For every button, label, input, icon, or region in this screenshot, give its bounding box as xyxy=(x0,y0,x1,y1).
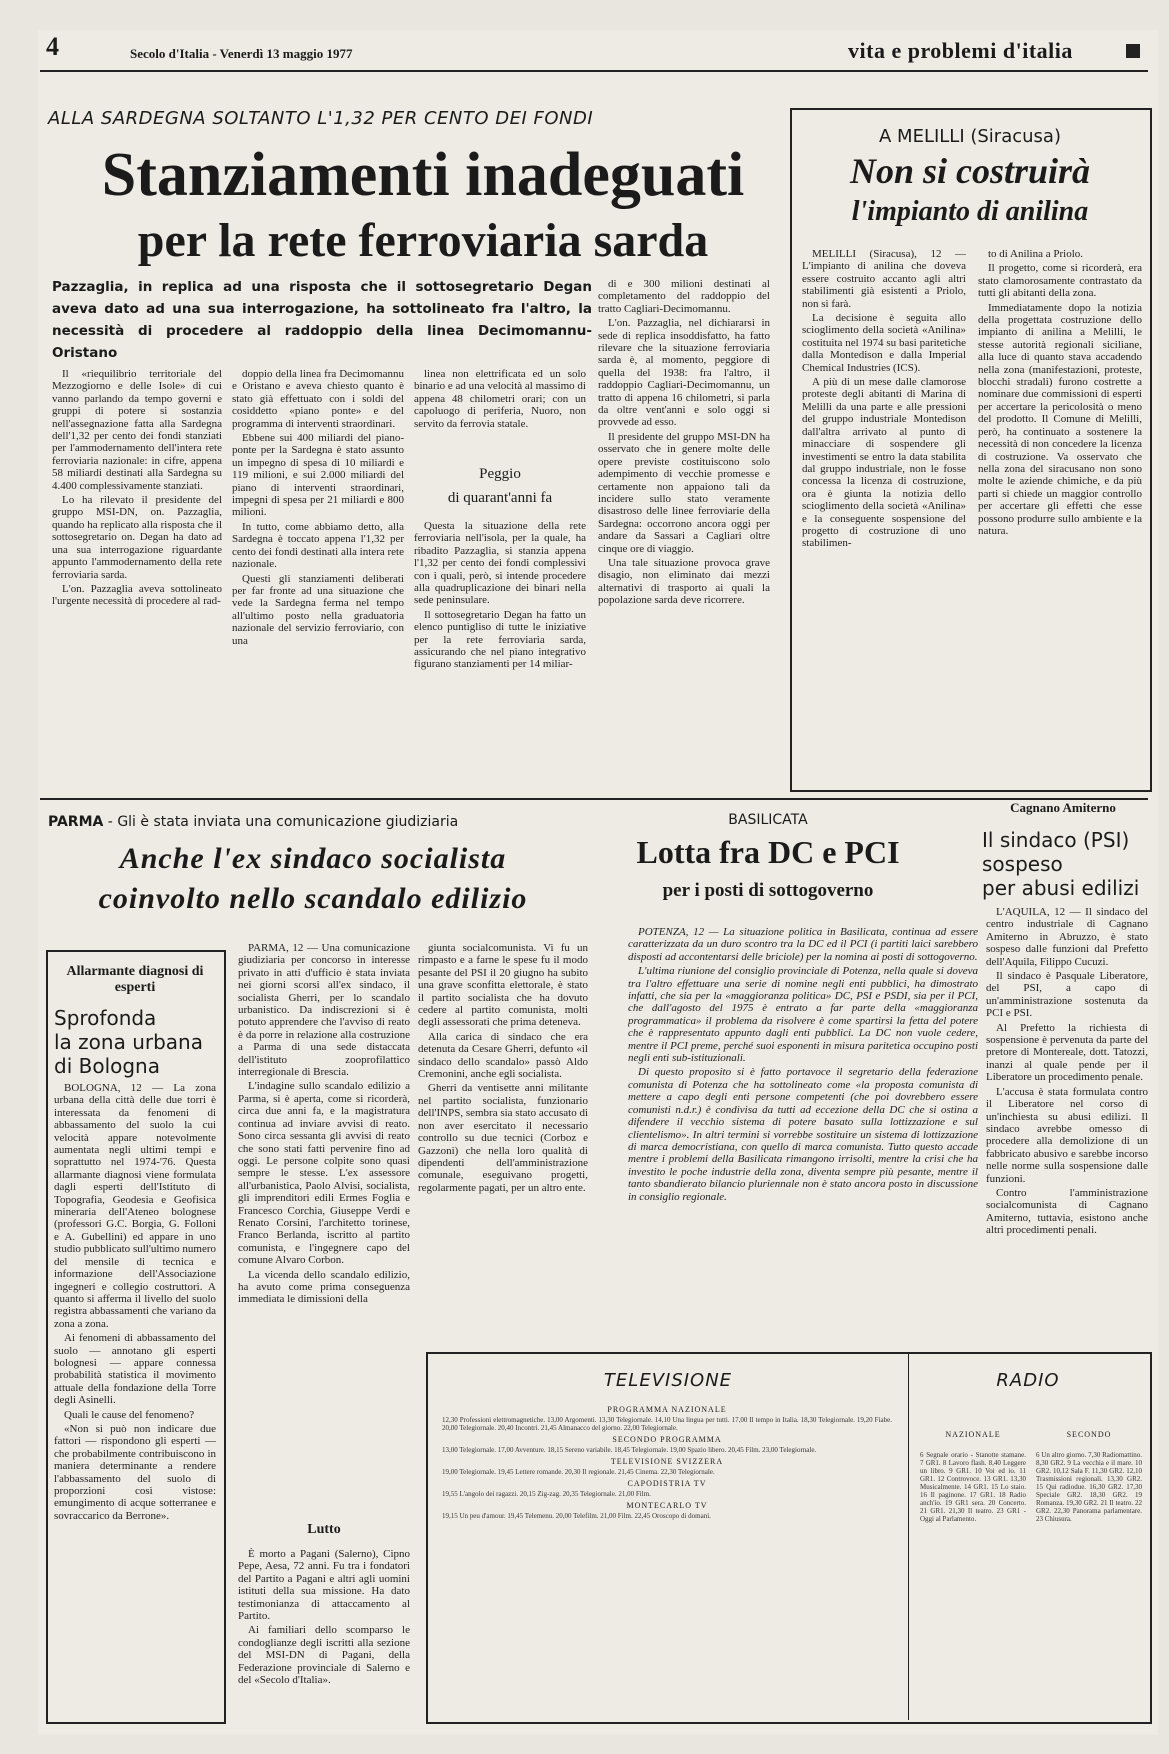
paragraph: L'AQUILA, 12 — Il sindaco del centro industriale di Cagnano Amiterno in Abruzzo, è stato sospeso dalle funzioni dal Prefetto dell'Aquila, Filippo Cucuzi. xyxy=(986,906,1148,968)
tv-schedule: 13,00 Telegiornale. 17,00 Avventure. 18,15 Sereno variabile. 18,45 Telegiornale. 19,00 Spazio libero. 20,45 Film. 23,00 Telegiornale. xyxy=(442,1446,817,1454)
main-deck: Pazzaglia, in replica ad una risposta che il sottosegretario Degan aveva dato ad una sua interrogazione, ha sottolineato fra l'altro, la necessità di procedere al raddoppio della linea Decimomannu-Oristano xyxy=(52,279,592,361)
paragraph: Gherri da ventisette anni militante nel partito socialista, funzionario dell'INPS, sembra sia stato accusato di non aver esercitato il necessario controllo su due tecnici (Corboz e Gazzoni) che nella loro qualità di dipendenti dell'amministrazione comunale, eseguivano progetti, regolarmente pagati, per un altro ente. xyxy=(418,1082,588,1194)
bologna-headline-2: la zona urbana xyxy=(54,1030,203,1054)
tv-channel-heading: CAPODISTRIA TV xyxy=(627,1479,707,1488)
main-subhead-2: di quarant'anni fa xyxy=(447,490,553,506)
radio-column xyxy=(920,1430,1026,1712)
paragraph: linea non elettrificata ed un solo binario e ad una velocità al massimo di appena 48 chilometri orari; con un capoluogo di periferia, Nuoro, non servito da ferrovia statale. xyxy=(414,368,586,430)
paragraph: Questa la situazione della rete ferroviaria nell'isola, per la quale, ha ribadito Pazzaglia, si stanzia appena l'1,32 per cento dei fondi complessivi con i quali, però, si intende procedere alla quadruplicazione dei binari nella sede peninsulare. xyxy=(414,520,586,607)
cagnano-body xyxy=(986,906,1148,1336)
paragraph: Questi gli stanziamenti deliberati per far fronte ad una situazione che vede la Sardegna ferma nel tempo all'ultimo posto nella graduatoria nazionale del servizio ferroviario, con una xyxy=(232,572,404,647)
paragraph: «Non si può non indicare due fattori — rispondono gli esperti — che probabilmente contribuiscono in maniera determinante a rendere l'abbassamento del suolo di proporzioni così vistose: emungimento di acque sotterranee e sovraccarico da Berrone». xyxy=(54,1422,216,1522)
radio-schedule: 6 Un altro giorno. 7,30 Radiomattino. 8,30 GR2. 9 La vecchia e il mare. 10 GR2. 10,12 Sala F. 11,30 GR2. 12,10 Trasmissioni regionali. 13,30 GR2. 15 Qui radiodue. 16,30 GR2. 17,30 Speciale GR2. 18,30 GR2. 19 Romanza. 19,30 GR2. 21 Il teatro. 22 GR2. 22,30 Panorama parlamentare. 23 Chiusura. xyxy=(1036,1451,1142,1523)
paragraph: Di questo proposito si è fatto portavoce il segretario della federazione comunista di Potenza che ha sottolineato come «la proposta comunista di mettere a capo degli enti persone competenti (che poi dovrebbero essere comunisti n.d.r.) è condivisa da tutti ad eccezione della DC che si ostina a difendere il vecchio sistema di potere basato sulla lottizzazione e sul clientelismo». In altri termini si vorrebbe sostituire un sistema di lottizzazione di marca democristiana, con quello di marca comunista. Tutto questo accade mentre i problemi della Basilicata rimangono irrisolti, mentre la crisi che ha investito le poche industrie della zona, diventa sempre più pesante, mentre il tanto sbandierato bilancio pluriennale non è stato ancora posto in discussione in consiglio regionale. xyxy=(628,1066,978,1203)
main-column-4 xyxy=(598,278,770,778)
bologna-kicker: Allarmante diagnosi di esperti xyxy=(66,964,204,995)
main-headline-1: Stanziamenti inadeguati xyxy=(101,141,745,209)
basilicata-headline-2: per i posti di sottogoverno xyxy=(662,880,874,901)
paragraph: Ai fenomeni di abbassamento del suolo — annotano gli esperti bolognesi — appare connessa probabilità statistica il movimento attuale della fondazione della Torre degli Asinelli. xyxy=(54,1332,216,1407)
paragraph: L'accusa è stata formulata contro il Liberatore nel corso di un'inchiesta su abusi edilizi. Il sindaco avrebbe omesso di procedere alla demolizione di un fabbricato abusivo e sarebbe incorso nelle norme sulla sospensione dalle funzioni. xyxy=(986,1085,1148,1185)
bologna-headline-3: di Bologna xyxy=(54,1054,160,1078)
melilli-kicker: A MELILLI (Siracusa) xyxy=(879,126,1061,147)
paragraph: giunta socialcomunista. Vi fu un rimpasto e a farne le spese fu il modo pesante del PSI il 20 giugno ha subito una grave sconfitta elettorale, è stato il partito socialista che ha dovuto cedere al partito comunista, molti degli assessorati che prima deteneva. xyxy=(418,942,588,1029)
basilicata-headline-1: Lotta fra DC e PCI xyxy=(636,834,900,870)
cagnano-kicker: Cagnano Amiterno xyxy=(1010,800,1116,815)
radio-schedule: 6 Segnale orario - Stanotte stamane. 7 GR1. 8 Lavoro flash. 8,40 Leggere un libro. 9 GR1. 10 Voi ed io. 11 GR1. 12 Controvoce. 13 GR1. 13,30 Musicalmente. 14 GR1. 15 Lo staio. 16 Il paginone. 17 GR1. 18 Radio anch'io. 19 GR1 sera. 20 Concerto. 21 GR1. 21,30 Il teatro. 23 GR1 - Oggi al Parlamento. xyxy=(920,1451,1026,1523)
cagnano-headline-3: per abusi edilizi xyxy=(982,876,1140,900)
basilicata-body xyxy=(628,926,978,1336)
paragraph: Lo ha rilevato il presidente del gruppo MSI-DN, on. Pazzaglia, quando ha replicato alla risposta che il sottosegretario on. Degan ha dato ad una sua interrogazione riguardante appunto l'ammodernamento della rete ferroviaria sarda. xyxy=(52,494,222,581)
paragraph: Ebbene sui 400 miliardi del piano-ponte per la Sardegna è stato assunto un impegno di spesa di 10 miliardi e 119 milioni, e sui 2.000 miliardi del piano di interventi straordinari, impegni di spesa per 21 miliardi e 800 milioni. xyxy=(232,432,404,519)
main-column-2 xyxy=(232,368,404,778)
main-subhead-1: Peggio xyxy=(479,466,521,482)
radio-channel-heading: SECONDO xyxy=(1066,1430,1112,1439)
tv-schedule: 19,15 Un peu d'amour. 19,45 Telemenu. 20,00 Telefilm. 21,00 Film. 22,45 Oroscopo di domani. xyxy=(442,1512,711,1520)
parma-headline-1: Anche l'ex sindaco socialista xyxy=(119,842,507,875)
parma-headline-2: coinvolto nello scandalo edilizio xyxy=(98,882,528,915)
bologna-body xyxy=(54,1082,216,1712)
tv-channel-heading: MONTECARLO TV xyxy=(626,1501,708,1510)
paragraph: Ai familiari dello scomparso le condoglianze degli iscritti alla sezione del MSI-DN di Pagani, della Federazione provinciale di Salerno e del «Secolo d'Italia». xyxy=(238,1624,410,1687)
tv-schedule: 12,30 Professioni elettromagnetiche. 13,00 Argomenti. 13,30 Telegiornale. 14,10 Una lingua per tutti. 17,00 Il tempo in Italia. 18,30 Telegiornale. 19,20 Fiabe. 20,00 Telegiornale. 20,40 Incontri. 21,45 Almanacco del giorno. 22,00 Telegiornale. xyxy=(442,1416,892,1432)
paragraph: Immediatamente dopo la notizia della progettata costruzione dello impianto di anilina a Melilli, le stesse autorità regionali siciliane, alla luce di quanto stava accadendo nella zona (manifestazioni, proteste, blocchi stradali) furono costrette a nominare due commissioni di esperti per accertare la pericolosità o meno del prodotto. Il Comune di Melilli, però, ha continuato a sostenere la necessità di non concedere la licenza di costruzione. Va osservato che nella zona del siracusano non sono molte le aziende chimiche, e da più parti si chiede un maggior controllo per accertare gli effetti che esse possono produrre sullo ambiente e la natura. xyxy=(978,301,1142,537)
paragraph: PARMA, 12 — Una comunicazione giudiziaria per concorso in interesse privato in atti d'ufficio è stata inviata nei giorni scorsi all'ex sindaco, il socialista Gherri, per lo scandalo urbanistico. Da indiscrezioni si è potuto apprendere che l'avviso di reato è da porre in relazione alla costruzione a Parma di una sede distaccata dell'istituto zooprofilattico interregionale di Brescia. xyxy=(238,942,410,1079)
paragraph: Quali le cause del fenomeno? xyxy=(64,1408,195,1421)
section-square-icon xyxy=(1126,44,1140,58)
melilli-headline-2: l'impianto di anilina xyxy=(851,196,1089,227)
bologna-headline-1: Sprofonda xyxy=(54,1006,157,1030)
main-headline-2: per la rete ferroviaria sarda xyxy=(137,214,709,267)
paragraph: Una tale situazione provoca grave disagio, non eliminato dai mezzi alternativi di trasporto ai quali la popolazione sarda deve ricorrere. xyxy=(598,556,770,607)
tv-schedule: 19,55 L'angolo dei ragazzi. 20,15 Zig-zag. 20,35 Telegiornale. 21,00 Film. xyxy=(442,1490,651,1498)
tv-title: TELEVISIONE xyxy=(603,1370,733,1391)
paragraph: Al Prefetto la richiesta di sospensione è pervenuta da parte del pretore di Montereale, dott. Tatozzi, inanzi al quale pende per il Liberatore un procedimento penale. xyxy=(986,1021,1148,1084)
paragraph: La decisione è seguita allo scioglimento della società «Anilina» costituita nel 1974 su basi paritetiche dalla Montedison e dalla Imperial Chemical Industries (ICS). xyxy=(802,312,966,374)
listings-divider xyxy=(908,1354,909,1720)
parma-column-2 xyxy=(418,942,588,1354)
tv-channel-heading: SECONDO PROGRAMMA xyxy=(612,1435,722,1444)
paragraph: In tutto, come abbiamo detto, alla Sardegna è toccato appena l'1,32 per cento dei fondi destinati alla intera rete nazionale. xyxy=(232,520,404,571)
paragraph: L'ultima riunione del consiglio provinciale di Potenza, nella quale si doveva tra l'altro effettuare una serie di nomine negli enti pubblici, ha dimostrato infatti, che sia per la «maggioranza politica» DC, PSI e PSDI, sia per il PCI, che dall'agosto del 1975 è entrato a far parte della «maggioranza programmatica» il problema da risolvere è come spartirsi la fetta del potere che è rappresentato appunto dagli enti pubblici. La DC non vuole cedere, mentre il PCI preme, perché suoi esponenti in misura paritetica occupino posti negli enti sub-istituzionali. xyxy=(628,965,978,1065)
lutto-body xyxy=(238,1548,410,1718)
paragraph: L'on. Pazzaglia aveva sottolineato l'urgente necessità di procedere al rad- xyxy=(52,582,222,608)
basilicata-kicker: BASILICATA xyxy=(728,812,808,828)
page-number: 4 xyxy=(46,32,59,61)
radio-listings xyxy=(920,1430,1142,1712)
lutto-headline: Lutto xyxy=(307,1522,341,1537)
parma-column-1 xyxy=(238,942,410,1552)
main-column-3-top xyxy=(414,368,586,448)
paragraph: di e 300 milioni destinati al completamento del raddoppio del tratto Cagliari-Decimomannu. xyxy=(598,278,770,315)
cagnano-headline-1: Il sindaco (PSI) xyxy=(982,828,1130,852)
paragraph: Contro l'amministrazione socialcomunista di Cagnano Amiterno, tuttavia, esistono anche altri procedimenti penali. xyxy=(986,1186,1148,1237)
newspaper-page xyxy=(38,30,1158,1735)
paragraph: MELILLI (Siracusa), 12 — L'impianto di anilina che doveva essere costruito accanto agli altri stabilimenti già esistenti a Priolo, non si farà. xyxy=(802,248,966,310)
paragraph: Il sottosegretario Degan ha fatto un elenco puntigliso di tutte le iniziative per la rete ferroviaria sarda, assicurando che nel piano integrativo figurano stanziamenti per 14 miliar- xyxy=(414,608,586,671)
paragraph: doppio della linea fra Decimomannu e Oristano e aveva chiesto quanto è stato già effettuato con i soldi del cosiddetto «piano ponte» e del programma di interventi straordinari. xyxy=(232,368,404,430)
radio-channel-heading: NAZIONALE xyxy=(945,1430,1001,1439)
masthead-section: vita e problemi d'italia xyxy=(848,38,1073,63)
paragraph: Il sindaco è Pasquale Liberatore, del PSI, a capo di un'amministrazione sostenuta da PCI e PSI. xyxy=(986,970,1148,1020)
paragraph: Il progetto, come si ricorderà, era stato clamorosamente contrastato da tutti gli abitanti della zona. xyxy=(978,262,1142,300)
main-column-3-bottom xyxy=(414,520,586,778)
paragraph: POTENZA, 12 — La situazione politica in Basilicata, continua ad essere caratterizzata da un duro scontro tra la DC ed il PCI (i partiti laici sarebbero disposti ad accontentarsi delle briciole) per la nomina ai posti di sottogoverno. xyxy=(628,926,978,963)
tv-schedule: 19,00 Telegiornale. 19,45 Lettere romande. 20,30 Il regionale. 21,45 Cinema. 22,30 Telegiornale. xyxy=(442,1468,715,1476)
paragraph: to di Anilina a Priolo. xyxy=(988,248,1084,260)
tv-channel-heading: TELEVISIONE SVIZZERA xyxy=(610,1457,724,1466)
tv-channel-heading: PROGRAMMA NAZIONALE xyxy=(607,1405,727,1414)
main-column-1 xyxy=(52,368,222,778)
main-kicker: ALLA SARDEGNA SOLTANTO L'1,32 PER CENTO DEI FONDI xyxy=(48,108,594,129)
paragraph: A più di un mese dalle clamorose proteste degli abitanti di Marina di Melilli da una parte e alle pressioni del gruppo industriale Montedison dall'altra arrivato al punto di minacciare di sospendere gli investimenti se entro la data stabilita dal gruppo industriale, non le fosse concessa la licenza di costruzione, ora è giunta la notizia dello scioglimento della società «Anilina» e la conseguente sospensione del progetto di costruzione di uno stabilimen- xyxy=(802,376,966,550)
paragraph: Il «riequilibrio territoriale del Mezzogiorno e delle Isole» di cui vanno parlando da tempo governi e gruppi di potere si sostanzia nell'assegnazione fatta alla Sardegna dell'1,32 per cento dei fondi stanziati per l'ammodernamento dell'intera rete ferroviaria nazionale: in cifre, appena 58 miliardi destinati alla Sardegna su 4.400 complessivamente stanziati. xyxy=(52,368,222,492)
masthead-paper: Secolo d'Italia - Venerdì 13 maggio 1977 xyxy=(130,46,353,61)
radio-column xyxy=(1036,1430,1142,1712)
paragraph: È morto a Pagani (Salerno), Cipno Pepe, Aesa, 72 anni. Fu tra i fondatori del Partito a Pagani e altri agli uomini istituti della sua missione. Ha dato testimonianza di attaccamento al Partito. xyxy=(238,1548,410,1623)
paragraph: L'indagine sullo scandalo edilizio a Parma, si è aperta, come si ricorderà, circa due anni fa, e la magistratura continua ad inviare avvisi di reato. Sono circa sessanta gli avvisi di reato che sono stati fatti pervenire fino ad oggi. Le persone colpite sono quasi sempre le stesse. L'ex assessore all'urbanistica, Paolo Alvisi, socialista, gli imprenditori edili Ermes Foglia e Francesco Corchia, Giuseppe Verdi e Renato Corsini, l'architetto torinese, Franco Berlanda, iscritto al partito comunista, e l'ingegnere capo del comune Alvaro Corbon. xyxy=(238,1080,410,1267)
paragraph: La vicenda dello scandalo edilizio, ha avuto come prima conseguenza immediata le dimissioni della xyxy=(238,1268,410,1306)
paragraph: L'on. Pazzaglia, nel dichiararsi in sede di replica insoddisfatto, ha fatto rilevare che la situazione ferroviaria sarda è, al momento, peggiore di quella del 1938: fra l'altro, il raddoppio Cagliari-Decimomannu, un tratto di appena 16 chilometri, si parla da oltre vent'anni e solo oggi si provvede ad esso. xyxy=(598,317,770,429)
parma-kicker: PARMA - Gli è stata inviata una comunicazione giudiziaria xyxy=(48,814,459,830)
melilli-column-2 xyxy=(978,248,1142,776)
cagnano-headline-2: sospeso xyxy=(982,852,1063,876)
paragraph: BOLOGNA, 12 — La zona urbana della città delle due torri è interessata da fenomeni di abbassamento del suolo la cui velocità appare notevolmente aumentata negli ultimi tempi e soprattutto nel 1974-'76. Questa allarmante diagnosi viene formulata dagli esperti dell'Istituto di Topografia, Geodesia e Geofisica mineraria dell'Ateneo bolognese (professori G.C. Borgia, G. Folloni e A. Gubellini) ed appare in uno studio pubblicato sull'ultimo numero del mensile di tecnica e informazione dell'Associazione ingegneri e collegio costruttori. A quanto si afferma il livello del suolo registra abbassamenti che variano da zona a zona. xyxy=(54,1082,216,1330)
paragraph: Alla carica di sindaco che era detenuta da Cesare Gherri, defunto «il sindaco dello scandalo» passò Aldo Cremonini, anche egli socialista. xyxy=(418,1030,588,1081)
masthead-rule xyxy=(40,70,1148,72)
melilli-column-1 xyxy=(802,248,966,776)
radio-title: RADIO xyxy=(996,1370,1060,1391)
melilli-headline-1: Non si costruirà xyxy=(849,151,1091,191)
tv-listings xyxy=(442,1402,892,1712)
paragraph: Il presidente del gruppo MSI-DN ha osservato che in genere molte delle opere previste costituiscono solo adempimento di vecchie promesse e certamente non appaiono tali da incidere sullo stato veramente disastroso delle linee ferroviarie della Sardegna: occorrono ancora oggi per andare da Sassari a Cagliari oltre cinque ore di viaggio. xyxy=(598,430,770,555)
